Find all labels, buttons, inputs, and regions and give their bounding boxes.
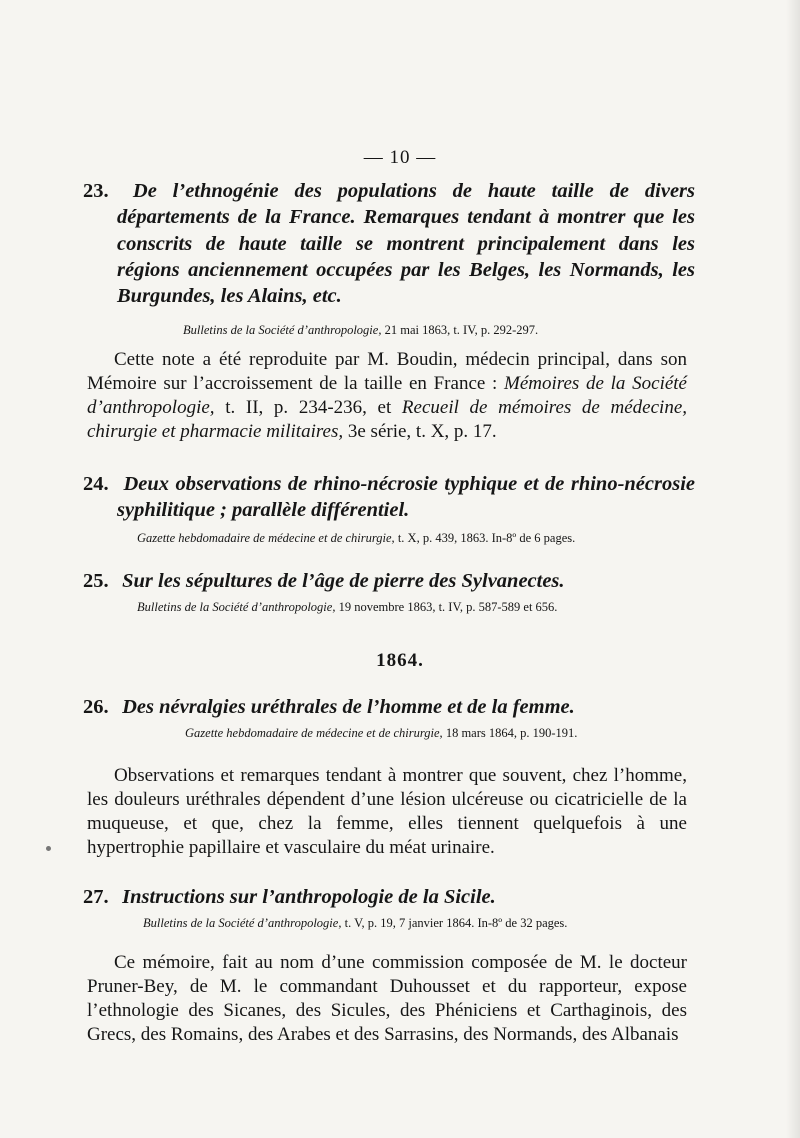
entry-24-number: 24. [83, 473, 109, 495]
entry-27-ref-source: Bulletins de la Société d’anthropologie, [143, 916, 342, 930]
entry-26-number: 26. [83, 696, 109, 718]
entry-25-ref-source: Bulletins de la Société d’anthropologie, [137, 600, 336, 614]
entry-24-ref-source: Gazette hebdomadaire de médecine et de chirurgie, [137, 531, 395, 545]
entry-26-ref-source: Gazette hebdomadaire de médecine et de chirurgie, [185, 726, 443, 740]
entry-26-description [87, 764, 687, 860]
entry-26-ref-details: 18 mars 1864, p. 190-191. [442, 726, 578, 740]
entry-24-reference [137, 530, 575, 546]
entry-25-reference [137, 599, 557, 615]
margin-mark [46, 846, 51, 851]
page-number: — 10 — [363, 147, 437, 168]
entry-24-ref-details: t. X, p. 439, 1863. In-8º de 6 pages. [394, 531, 576, 545]
entry-23-ref-source: Bulletins de la Société d’anthropologie, [183, 323, 382, 337]
entry-27-ref-details: t. V, p. 19, 7 janvier 1864. In-8º de 32 pages. [341, 916, 568, 930]
entry-23-reference [183, 322, 538, 338]
entry-25-title [83, 568, 695, 594]
entry-27-reference [143, 915, 567, 931]
entry-25-number: 25. [83, 570, 109, 592]
entry-26-description-text: Observations et remarques tendant à montrer que souvent, chez l’homme, les douleurs uréthrales dépendent d’une lésion ulcéreuse ou cicatricielle de la muqueuse, et que, chez la femme, elles tiennent quelquefois à une hypertrophie papillaire et vasculaire du méat urinaire. [87, 765, 687, 858]
note-italic-1: Mémoires de la Société d’anthropologie, [87, 373, 687, 418]
entry-27-title-text: Instructions sur l’anthropologie de la Sicile. [122, 886, 496, 908]
entry-25-ref-details: 19 novembre 1863, t. IV, p. 587-589 et 656. [335, 600, 558, 614]
note-text-2: t. II, p. 234-236, et [214, 397, 402, 418]
entry-24-title [83, 471, 695, 524]
entry-26-title [83, 694, 695, 720]
entry-26-title-text: Des névralgies uréthrales de l’homme et de la femme. [122, 696, 575, 718]
page-edge-shadow [786, 0, 800, 1138]
note-text-1: Cette note a été reproduite par M. Boudin, médecin principal, dans son Mémoire sur l’accroissement de la taille en France : [87, 349, 687, 394]
entry-24-title-text: Deux observations de rhino-nécrosie typhique et de rhino-nécrosie syphilitique ; parallèle différentiel. [117, 473, 695, 522]
entry-23-ref-details: 21 mai 1863, t. IV, p. 292-297. [381, 323, 539, 337]
note-text-3: 3e série, t. X, p. 17. [343, 421, 497, 442]
entry-27-description-text: Ce mémoire, fait au nom d’une commission composée de M. le docteur Pruner-Bey, de M. le commandant Duhousset et du rapporteur, expose l’ethnologie des Sicanes, des Sicules, des Phéniciens et Carthaginois, des Grecs, des Romains, des Arabes et des Sarrasins, des Normands, des Albanais [87, 952, 687, 1045]
entry-23-number: 23. [83, 180, 109, 202]
entry-26-reference [185, 725, 577, 741]
entry-23-note-paragraph [87, 348, 687, 444]
entry-23-title-text: De l’ethnogénie des populations de haute taille de divers départements de la France. Remarques tendant à montrer que les conscrits de haute taille se montrent principalement dans les régions anciennement occupées par les Belges, les Normands, les Burgundes, les Alains, etc. [117, 180, 695, 308]
entry-27-title [83, 884, 695, 910]
entry-27-number: 27. [83, 886, 109, 908]
entry-25-title-text: Sur les sépultures de l’âge de pierre des Sylvanectes. [122, 570, 565, 592]
entry-23-title [83, 178, 695, 309]
note-italic-2: Recueil de mémoires de médecine, chirurgie et pharmacie militaires, [87, 397, 687, 442]
year-heading: 1864. [376, 650, 424, 671]
entry-27-description [87, 951, 687, 1047]
